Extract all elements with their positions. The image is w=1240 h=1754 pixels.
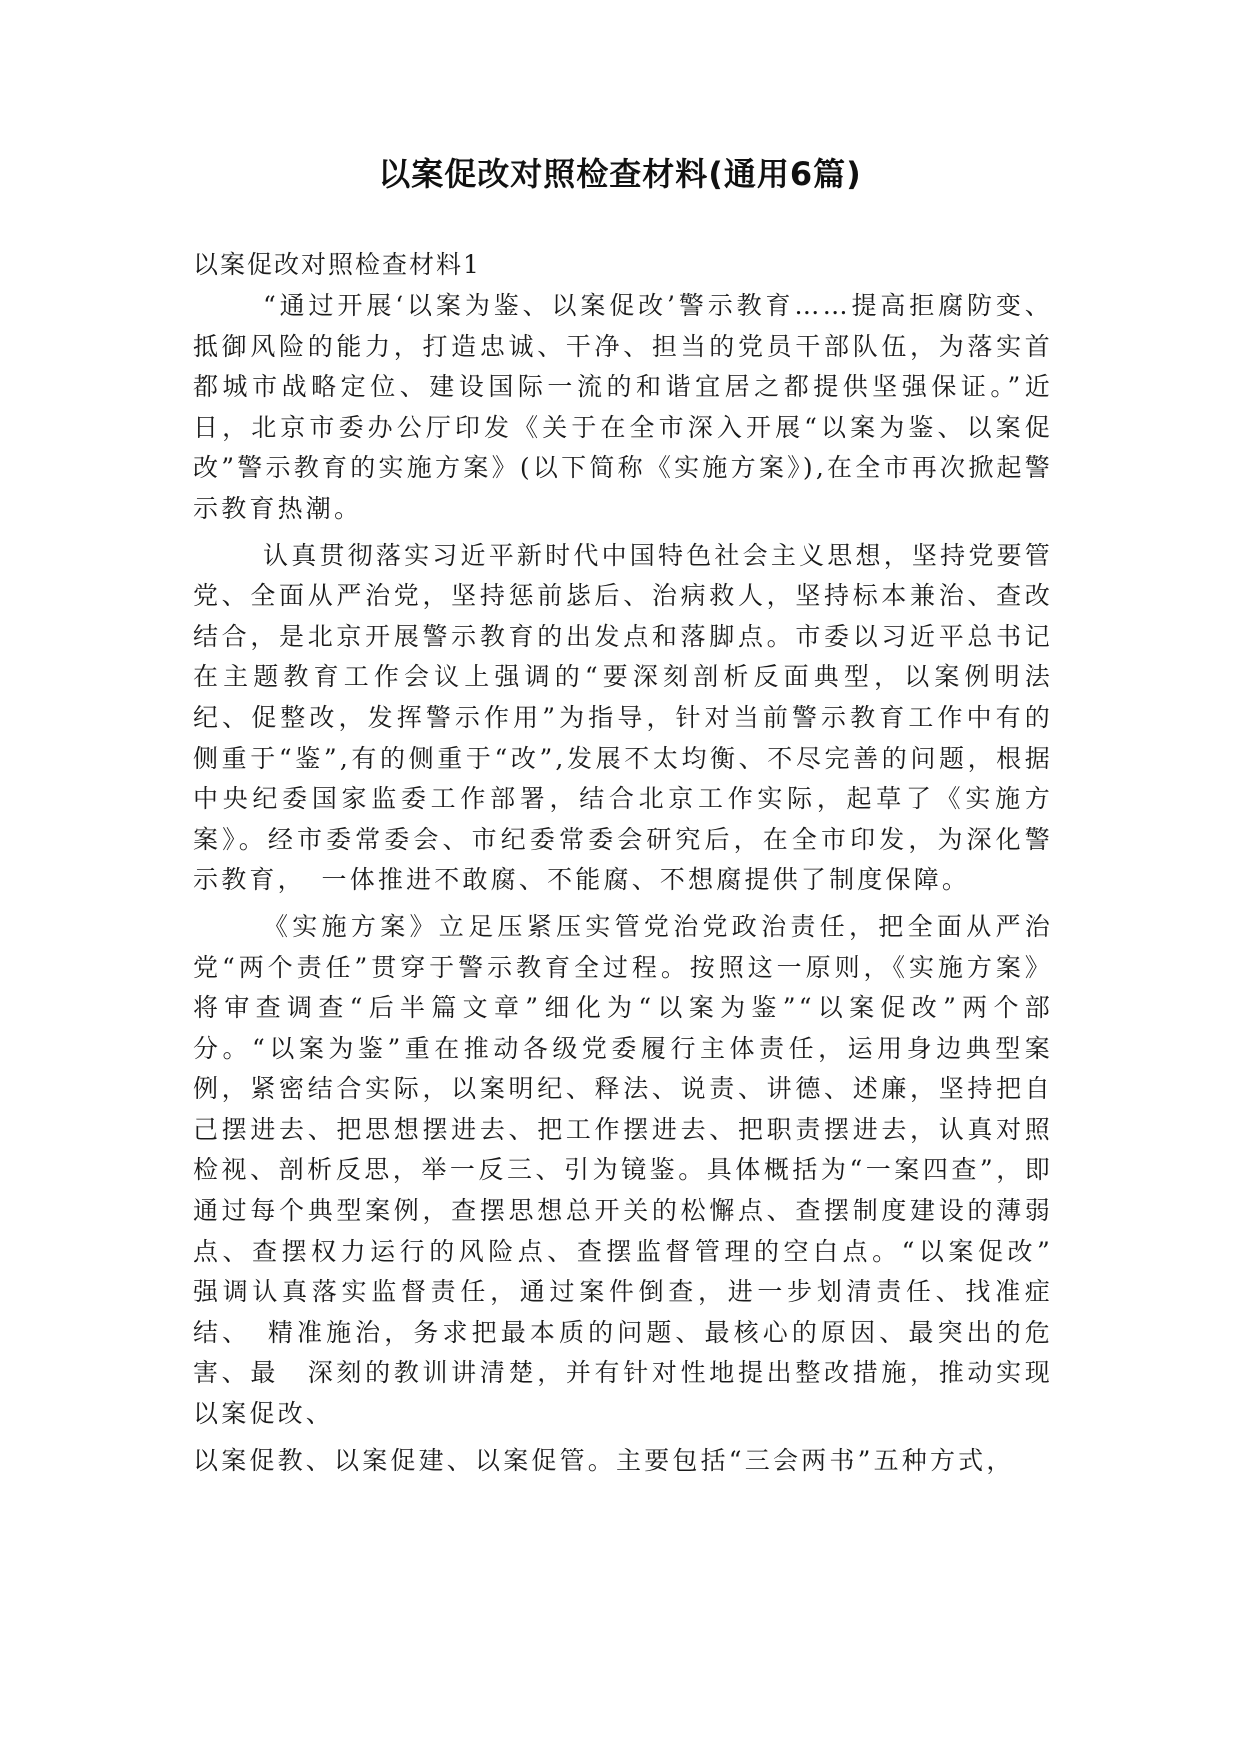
paragraph: 认真贯彻落实习近平新时代中国特色社会主义思想，坚持党要管党、全面从严治党，坚持惩前毖后、治病救人，坚持标本兼治、查改结合，是北京开展警示教育的出发点和落脚点。市委以习近平总书记在主题教育工作会议上强调的“要深刻剖析反面典型，以案例明法纪、促整改，发挥警示作用”为指导，针对当前警示教育工作中有的侧重于“鉴”,有的侧重于“改”,发展不太均衡、不尽完善的问题，根据中央纪委国家监委工作部署，结合北京工作实际，起草了《实施方案》。经市委常委会、市纪委常委会研究后，在全市印发，为深化警示教育， 一体推进不敢腐、不能腐、不想腐提供了制度保障。 <box>193 540 1053 895</box>
document-body <box>193 286 1053 1487</box>
paragraph: 以案促教、以案促建、以案促管。主要包括“三会两书”五种方式， <box>193 1445 1015 1475</box>
section-heading: 以案促改对照检查材料1 <box>193 250 481 279</box>
paragraph: 《实施方案》立足压紧压实管党治党政治责任，把全面从严治党“两个责任”贯穿于警示教育全过程。按照这一原则，《实施方案》将审查调查“后半篇文章”细化为“以案为鉴”“以案促改”两个部分。“以案为鉴”重在推动各级党委履行主体责任，运用身边典型案例，紧密结合实际，以案明纪、释法、说责、讲德、述廉，坚持把自己摆进去、把思想摆进去、把工作摆进去、把职责摆进去，认真对照检视、剖析反思，举一反三、引为镜鉴。具体概括为“一案四查”，即通过每个典型案例，查摆思想总开关的松懈点、查摆制度建设的薄弱点、查摆权力运行的风险点、查摆监督管理的空白点。“以案促改” 强调认真落实监督责任，通过案件倒查，进一步划清责任、找准症结、 精准施治，务求把最本质的问题、最核心的原因、最突出的危害、最 深刻的教训讲清楚，并有针对性地提出整改措施，推动实现以案促改、 <box>193 911 1053 1429</box>
document-title: 以案促改对照检查材料(通用6篇) <box>378 155 862 193</box>
paragraph: “通过开展‘以案为鉴、以案促改’警示教育……提高拒腐防变、抵御风险的能力，打造忠诚、干净、担当的党员干部队伍，为落实首都城市战略定位、建设国际一流的和谐宜居之都提供坚强保证。”近日，北京市委办公厅印发《关于在全市深入开展“以案为鉴、以案促改”警示教育的实施方案》(以下简称《实施方案》),在全市再次掀起警示教育热潮。 <box>193 291 1053 523</box>
